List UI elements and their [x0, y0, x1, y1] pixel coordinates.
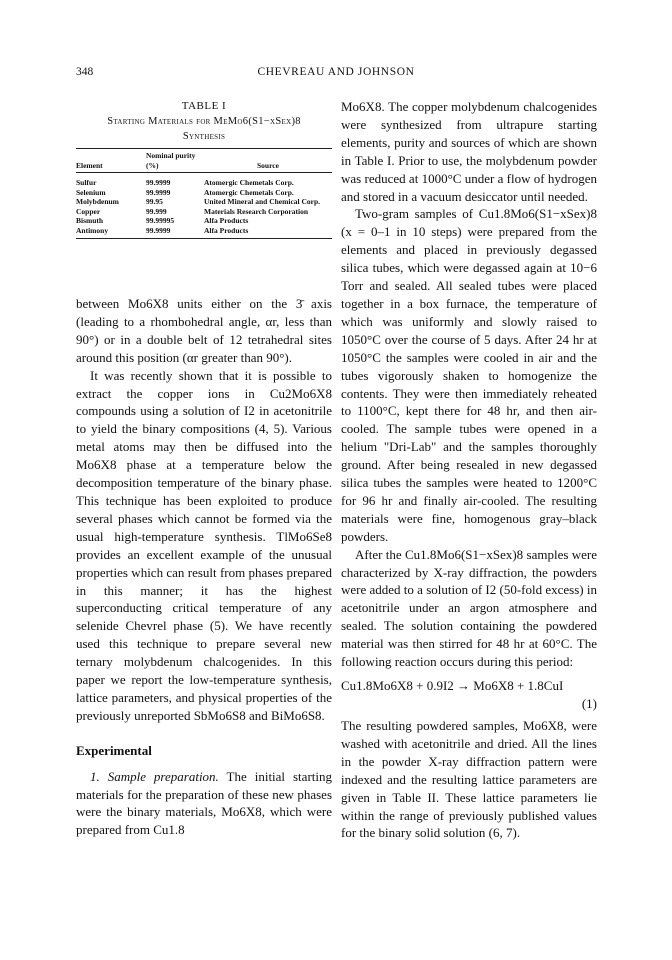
header-purity: Nominal purity (%): [146, 151, 196, 170]
right-column: [341, 98, 597, 842]
cell-purity: 99.9999: [146, 225, 171, 235]
cell-purity: 99.999: [146, 206, 167, 216]
equation-body: Cu1.8Mo6X8 + 0.9I2 → Mo6X8 + 1.8CuI: [341, 678, 564, 693]
page-number: 348: [76, 66, 94, 78]
cell-element: Molybdenum: [76, 197, 119, 206]
paragraph: Two-gram samples of Cu1.8Mo6(S1−xSex)8 (x = 0–1 in 10 steps) were prepared from the elements and placed in previously degassed silica tubes, which were degassed again at 10−6 Torr and sealed. All sealed tubes were placed together in a box furnace, the temperature of which was uniformly and slowly raised to 1050°C over the course of 5 days. After 24 hr at 1050°C the samples were cooled in air and the tubes vigorously shaken to homogenize the contents. They were then immediately reheated to 1100°C, kept there for 48 hr, and then air-cooled. The sample tubes were opened in a helium "Dri-Lab" and the samples thoroughly ground. After being resealed in new degassed silica tubes the samples were heated to 1200°C for 96 hr and finally air-cooled. The resulting materials were fine, homogenous gray–black powders.: [341, 206, 597, 544]
table-row: [76, 197, 332, 207]
table-row: [76, 216, 332, 226]
paragraph: Mo6X8. The copper molybdenum chalcogenides were synthesized from ultrapure starting elements, purity and sources of which are shown in Table I. Prior to use, the molybdenum powder was reduced at 1000°C under a flow of hydrogen and stored in a vacuum desiccator until needed.: [341, 99, 597, 204]
cell-source: Alfa Products: [204, 225, 249, 235]
cell-source: Materials Research Corporation: [204, 206, 309, 216]
table-caption-line2: Synthesis: [182, 131, 226, 142]
table-row: [76, 173, 332, 188]
cell-purity: 99.95: [146, 197, 163, 206]
header-source: Source: [257, 160, 279, 170]
cell-element: Bismuth: [76, 216, 104, 225]
paragraph: It was recently shown that it is possible to extract the copper ions in Cu2Mo6X8 compounds using a solution of I2 in acetonitrile to yield the binary compositions (4, 5). Various metal atoms may then be diffused into the Mo6X8 phase at a temperature below the decomposition temperature of the binary phase. This technique has been exploited to produce several phases which cannot be formed via the usual high-temperature synthesis. TlMo6Se8 provides an excellent example of the unusual properties which can result from phases prepared in this manner; it has the highest superconducting critical temperature of any selenide Chevrel phase (5). We have recently used this technique to prepare several new ternary molybdenum chalcogenides. In this paper we report the low-temperature synthesis, lattice parameters, and physical properties of the previously unreported SbMo6S8 and BiMo6S8.: [76, 367, 332, 723]
cell-source: United Mineral and Chemical Corp.: [204, 197, 321, 206]
table-1: [76, 98, 332, 239]
table-row: [76, 207, 332, 217]
cell-element: Copper: [76, 206, 101, 216]
paragraph: The resulting powdered samples, Mo6X8, were washed with acetonitrile and dried. All the lines in the powder X-ray diffraction pattern were indexed and the resulting lattice parameters are given in Table II. These lattice parameters lie within the range of previously published values for the binary solid solution (6, 7).: [341, 718, 597, 841]
page-header: [0, 66, 672, 82]
cell-purity: 99.9999: [146, 178, 171, 187]
cell-source: Alfa Products: [204, 216, 249, 225]
cell-purity: 99.99995: [146, 216, 175, 225]
cell-element: Sulfur: [76, 178, 97, 187]
subsection-heading: 1. Sample preparation.: [90, 768, 219, 784]
header-element: Element: [76, 160, 103, 170]
cell-source: Atomergic Chemetals Corp.: [204, 178, 294, 187]
paragraph: After the Cu1.8Mo6(S1−xSex)8 samples were characterized by X-ray diffraction, the powders were added to a solution of I2 (50-fold excess) in acetonitrile under an argon atmosphere and sealed. The solution containing the powdered material was then stirred for 48 hr at 60°C. The following reaction occurs during this period:: [341, 546, 597, 670]
table-label: TABLE I: [181, 100, 227, 112]
equation-number: (1): [581, 696, 597, 711]
paragraph: between Mo6X8 units either on the 3̄ axis (leading to a rhombohedral angle, αr, less than 90°) or in a double belt of 12 tetrahedral sites around this position (αr greater than 90°).: [76, 296, 332, 365]
cell-purity: 99.9999: [146, 187, 171, 197]
cell-element: Antimony: [76, 225, 109, 235]
left-column: [76, 98, 332, 839]
paragraph-text: The initial starting materials for the preparation of these new phases were the binary materials, Mo6X8, which were prepared from Cu1.8: [76, 768, 332, 838]
paragraph: [76, 768, 332, 840]
running-head: CHEVREAU AND JOHNSON: [257, 66, 415, 78]
cell-source: Atomergic Chemetals Corp.: [204, 187, 294, 197]
equation-1: [341, 677, 597, 713]
table-caption-line1: Starting Materials for MeMo6(S1−xSex)8: [107, 116, 301, 127]
starting-materials-table: [76, 148, 332, 239]
table-row: [76, 226, 332, 239]
table-row: [76, 188, 332, 198]
section-heading: Experimental: [76, 742, 152, 758]
cell-element: Selenium: [76, 187, 106, 197]
